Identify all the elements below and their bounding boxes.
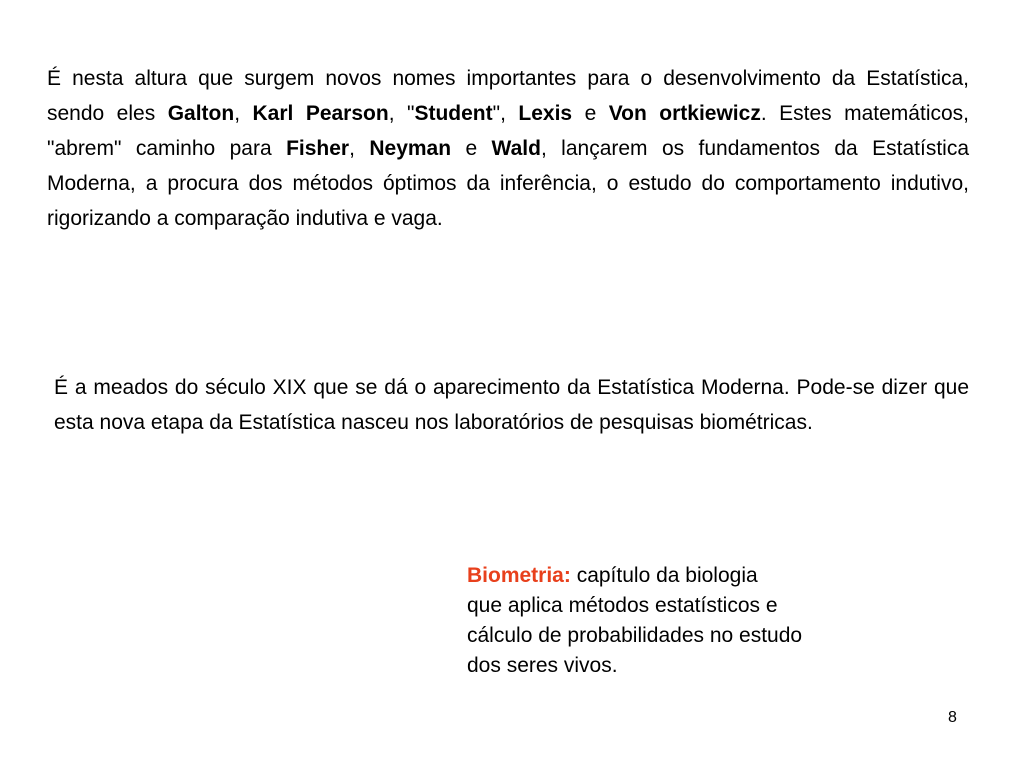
name-lexis: Lexis <box>518 102 573 125</box>
definition-term: Biometria: <box>467 564 571 587</box>
biometria-definition <box>467 561 907 681</box>
paragraph-modern-statistics: É a meados do século XIX que se dá o aparecimento da Estatística Moderna. Pode-se dizer que esta nova etapa da Estatística nasceu nos laboratórios de pesquisas biométricas. <box>54 376 969 434</box>
paragraph1-text-1: É nesta altura que surgem novos nomes importantes para o desenvolvimento da Estatística, sendo eles <box>47 67 969 125</box>
paragraph1-separator-5: , <box>349 137 370 160</box>
name-student: Student <box>414 102 493 125</box>
paragraph-history-statisticians <box>47 61 969 236</box>
paragraph1-text-3: , lançarem os fundamentos da Estatística Moderna, a procura dos métodos óptimos da inferência, o estudo do comportamento indutivo, rigorizando a comparação indutiva e vaga. <box>47 137 969 230</box>
definition-line-4: dos seres vivos. <box>467 654 618 677</box>
paragraph1-separator-4: e <box>572 102 609 125</box>
name-fisher: Fisher <box>286 137 350 160</box>
name-neyman: Neyman <box>369 137 452 160</box>
definition-line-2: que aplica métodos estatísticos e <box>467 594 778 617</box>
definition-line-3: cálculo de probabilidades no estudo <box>467 624 803 647</box>
paragraph1-separator-3: ", <box>492 102 519 125</box>
paragraph1-separator-2: , " <box>388 102 415 125</box>
name-galton: Galton <box>167 102 235 125</box>
definition-line-1-text: capítulo da biologia <box>570 564 758 587</box>
name-wald: Wald <box>491 137 541 160</box>
paragraph1-separator-1: , <box>234 102 253 125</box>
name-karl-pearson: Karl Pearson <box>252 102 389 125</box>
page-number: 8 <box>948 709 957 726</box>
name-von-ortkiewicz: Von ortkiewicz <box>608 102 761 125</box>
paragraph1-separator-6: e <box>451 137 492 160</box>
definition-line-1 <box>467 561 907 591</box>
paragraph1-text-2: . Estes matemáticos, "abrem" caminho para <box>47 102 969 160</box>
